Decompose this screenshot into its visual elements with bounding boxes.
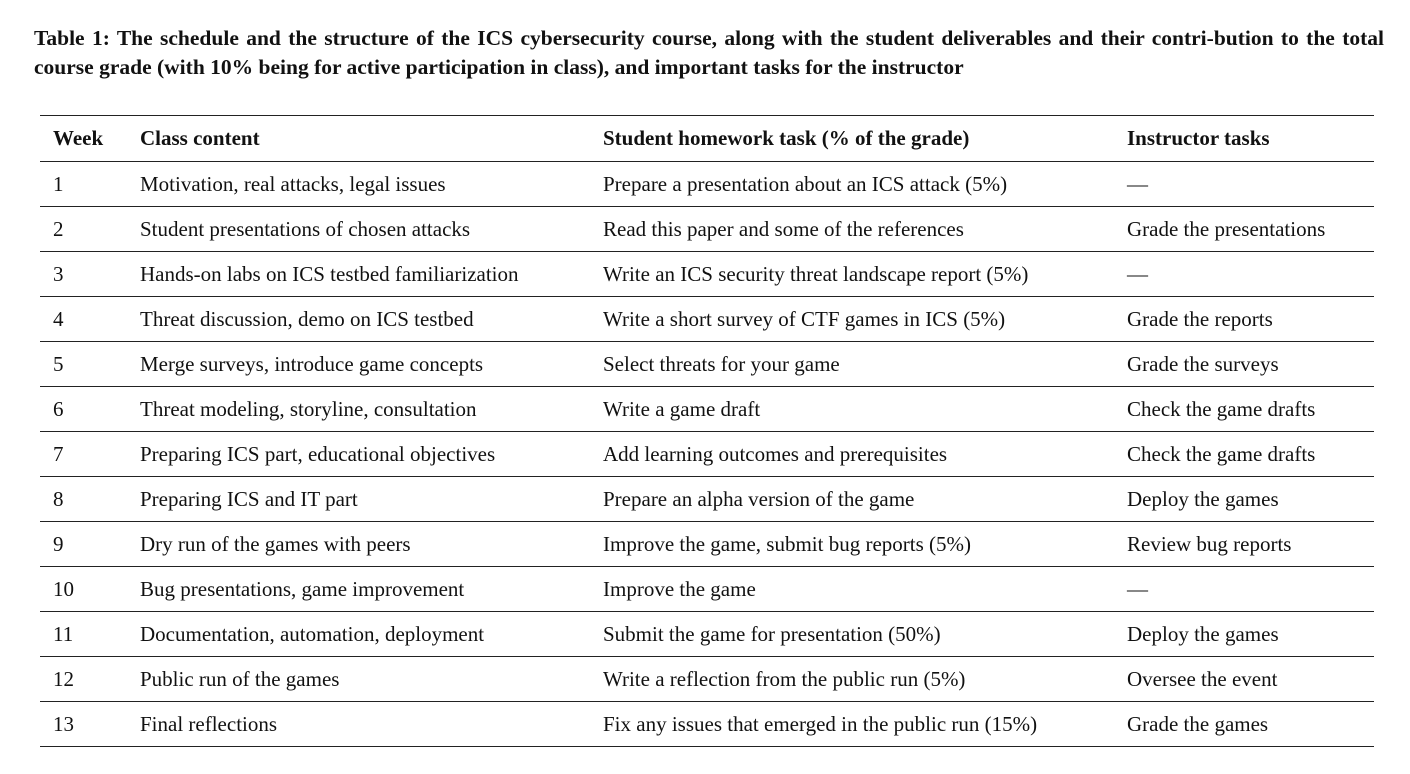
table-body bbox=[40, 162, 1374, 747]
header-homework: Student homework task (% of the grade) bbox=[603, 126, 970, 150]
cell-week: 7 bbox=[53, 441, 64, 466]
cell-week: 9 bbox=[53, 531, 64, 556]
cell-homework: Read this paper and some of the references bbox=[603, 216, 964, 241]
cell-instructor-task: — bbox=[1127, 261, 1148, 286]
header-row bbox=[40, 116, 1374, 162]
cell-class-content: Public run of the games bbox=[140, 666, 340, 691]
cell-week: 5 bbox=[53, 351, 64, 376]
cell-instructor-task: Check the game drafts bbox=[1127, 396, 1316, 421]
cell-week: 3 bbox=[53, 261, 64, 286]
cell-homework: Select threats for your game bbox=[603, 351, 840, 376]
cell-class-content: Final reflections bbox=[140, 711, 278, 736]
table-caption bbox=[34, 24, 1384, 82]
cell-homework: Improve the game, submit bug reports (5%) bbox=[603, 531, 971, 556]
cell-class-content: Merge surveys, introduce game concepts bbox=[140, 351, 484, 376]
cell-class-content: Hands-on labs on ICS testbed familiarization bbox=[140, 261, 519, 286]
cell-homework: Write an ICS security threat landscape report (5%) bbox=[603, 261, 1029, 286]
course-schedule-table bbox=[40, 115, 1374, 747]
cell-instructor-task: Grade the reports bbox=[1127, 306, 1273, 331]
cell-homework: Write a short survey of CTF games in ICS (5%) bbox=[603, 306, 1006, 331]
cell-week: 12 bbox=[53, 666, 74, 691]
cell-week: 13 bbox=[53, 711, 74, 736]
cell-homework: Prepare an alpha version of the game bbox=[603, 486, 915, 511]
table-caption-label: Table 1: bbox=[34, 26, 110, 50]
table-row bbox=[40, 432, 1374, 477]
cell-week: 4 bbox=[53, 306, 64, 331]
table-row bbox=[40, 612, 1374, 657]
table-row bbox=[40, 342, 1374, 387]
table-row bbox=[40, 702, 1374, 747]
cell-instructor-task: Review bug reports bbox=[1127, 531, 1292, 556]
cell-instructor-task: Deploy the games bbox=[1127, 621, 1279, 646]
cell-class-content: Documentation, automation, deployment bbox=[140, 621, 485, 646]
header-instructor-tasks: Instructor tasks bbox=[1127, 126, 1270, 150]
table-row bbox=[40, 522, 1374, 567]
cell-instructor-task: Check the game drafts bbox=[1127, 441, 1316, 466]
table-row bbox=[40, 207, 1374, 252]
table-row bbox=[40, 252, 1374, 297]
table-row bbox=[40, 162, 1374, 207]
cell-instructor-task: Oversee the event bbox=[1127, 666, 1278, 691]
cell-instructor-task: — bbox=[1127, 576, 1148, 601]
cell-class-content: Threat modeling, storyline, consultation bbox=[140, 396, 477, 421]
cell-week: 6 bbox=[53, 396, 64, 421]
cell-homework: Write a game draft bbox=[603, 396, 761, 421]
cell-class-content: Student presentations of chosen attacks bbox=[140, 216, 471, 241]
cell-class-content: Threat discussion, demo on ICS testbed bbox=[140, 306, 474, 331]
cell-class-content: Preparing ICS part, educational objectives bbox=[140, 441, 496, 466]
cell-homework: Improve the game bbox=[603, 576, 756, 601]
cell-instructor-task: Grade the presentations bbox=[1127, 216, 1326, 241]
table-row bbox=[40, 567, 1374, 612]
cell-homework: Add learning outcomes and prerequisites bbox=[603, 441, 948, 466]
cell-instructor-task: Grade the surveys bbox=[1127, 351, 1279, 376]
cell-class-content: Preparing ICS and IT part bbox=[140, 486, 358, 511]
table-caption-text: The schedule and the structure of the ICS cybersecurity course, along with the student deliverables and their contri-bution to the total course grade (with 10% being for active participation in class), and important tasks for the instructor bbox=[34, 26, 1384, 79]
header-week: Week bbox=[53, 126, 104, 150]
cell-week: 8 bbox=[53, 486, 64, 511]
cell-homework: Fix any issues that emerged in the public run (15%) bbox=[603, 711, 1038, 736]
cell-week: 10 bbox=[53, 576, 74, 601]
cell-class-content: Bug presentations, game improvement bbox=[140, 576, 465, 601]
cell-instructor-task: Grade the games bbox=[1127, 711, 1269, 736]
table-row bbox=[40, 477, 1374, 522]
header-class-content: Class content bbox=[140, 126, 260, 150]
cell-homework: Prepare a presentation about an ICS attack (5%) bbox=[603, 171, 1008, 196]
cell-week: 1 bbox=[53, 171, 64, 196]
cell-homework: Submit the game for presentation (50%) bbox=[603, 621, 941, 646]
table-row bbox=[40, 297, 1374, 342]
cell-week: 11 bbox=[53, 621, 74, 646]
cell-instructor-task: — bbox=[1127, 171, 1148, 196]
table-row bbox=[40, 387, 1374, 432]
cell-homework: Write a reflection from the public run (5%) bbox=[603, 666, 966, 691]
table-row bbox=[40, 657, 1374, 702]
table-header bbox=[40, 116, 1374, 162]
cell-week: 2 bbox=[53, 216, 64, 241]
cell-class-content: Motivation, real attacks, legal issues bbox=[140, 171, 446, 196]
cell-instructor-task: Deploy the games bbox=[1127, 486, 1279, 511]
cell-class-content: Dry run of the games with peers bbox=[140, 531, 411, 556]
